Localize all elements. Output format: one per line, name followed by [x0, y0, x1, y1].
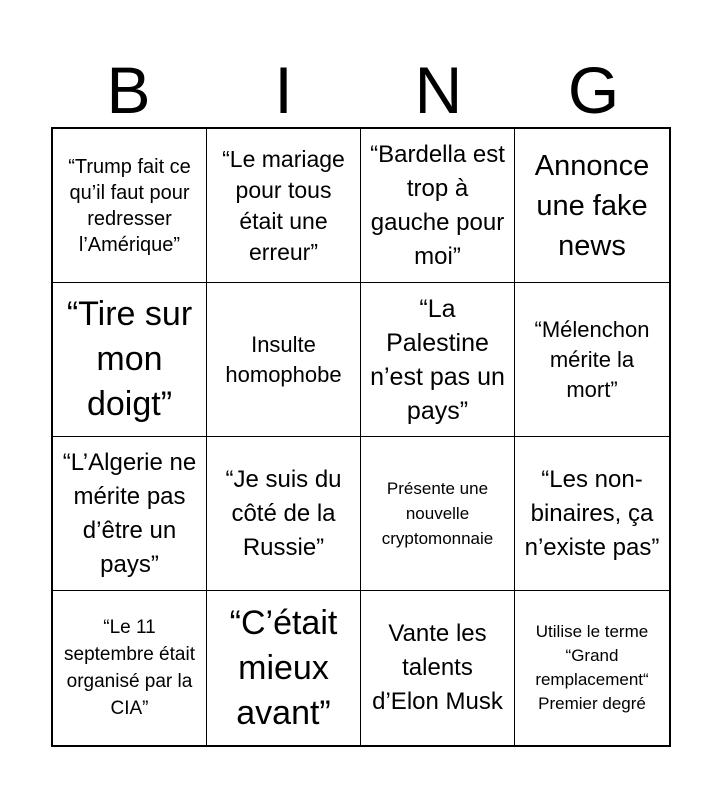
header-letter-b: B — [106, 53, 151, 127]
bingo-grid — [51, 127, 671, 747]
bingo-cell — [53, 437, 207, 591]
bingo-cell-text: Annonce une fake news — [534, 149, 650, 262]
bingo-cell — [515, 283, 669, 437]
bingo-cell — [53, 283, 207, 437]
bingo-cell — [207, 129, 361, 283]
bingo-cell-text: “Trump fait ce qu’il faut pour redresser l’Amérique” — [68, 155, 191, 256]
header-letter-i: I — [274, 53, 293, 127]
bingo-cell — [207, 283, 361, 437]
bingo-cell — [515, 437, 669, 591]
bingo-cell-text: “L’Algerie ne mérite pas d’être un pays” — [62, 448, 197, 578]
bingo-cell-text: “Les non-binaires, ça n’existe pas” — [524, 465, 660, 561]
bingo-cell-text: “Mélenchon mérite la mort” — [534, 316, 650, 402]
bingo-cell-text: Présente une nouvelle cryptomonnaie — [381, 479, 494, 548]
bingo-cell-text: Utilise le terme “Grand remplacement“ Premier degré — [535, 622, 649, 713]
bingo-cell — [361, 591, 515, 745]
header-letter-n: N — [414, 53, 463, 127]
bingo-cell-text: “La Palestine n’est pas un pays” — [370, 294, 505, 425]
bingo-cell-text: “Le 11 septembre était organisé par la CIA” — [64, 617, 195, 719]
bingo-cell-text: “C’était mieux avant” — [229, 603, 338, 732]
bingo-cell-text: Insulte homophobe — [225, 331, 342, 387]
bingo-cell — [361, 283, 515, 437]
bingo-cell — [361, 437, 515, 591]
bingo-cell — [53, 129, 207, 283]
header-letter-g: G — [567, 53, 620, 127]
bingo-cell-text: “Le mariage pour tous était une erreur” — [222, 145, 345, 265]
bingo-cell — [361, 129, 515, 283]
bingo-header — [51, 52, 671, 128]
bingo-cell — [207, 591, 361, 745]
bingo-cell — [515, 129, 669, 283]
bingo-cell-text: “Tire sur mon doigt” — [66, 295, 193, 423]
bingo-cell-text: Vante les talents d’Elon Musk — [372, 620, 503, 715]
bingo-cell — [53, 591, 207, 745]
bingo-cell — [515, 591, 669, 745]
bingo-cell-text: “Bardella est trop à gauche pour moi” — [370, 140, 505, 270]
bingo-cell — [207, 437, 361, 591]
bingo-cell-text: “Je suis du côté de la Russie” — [225, 465, 342, 561]
